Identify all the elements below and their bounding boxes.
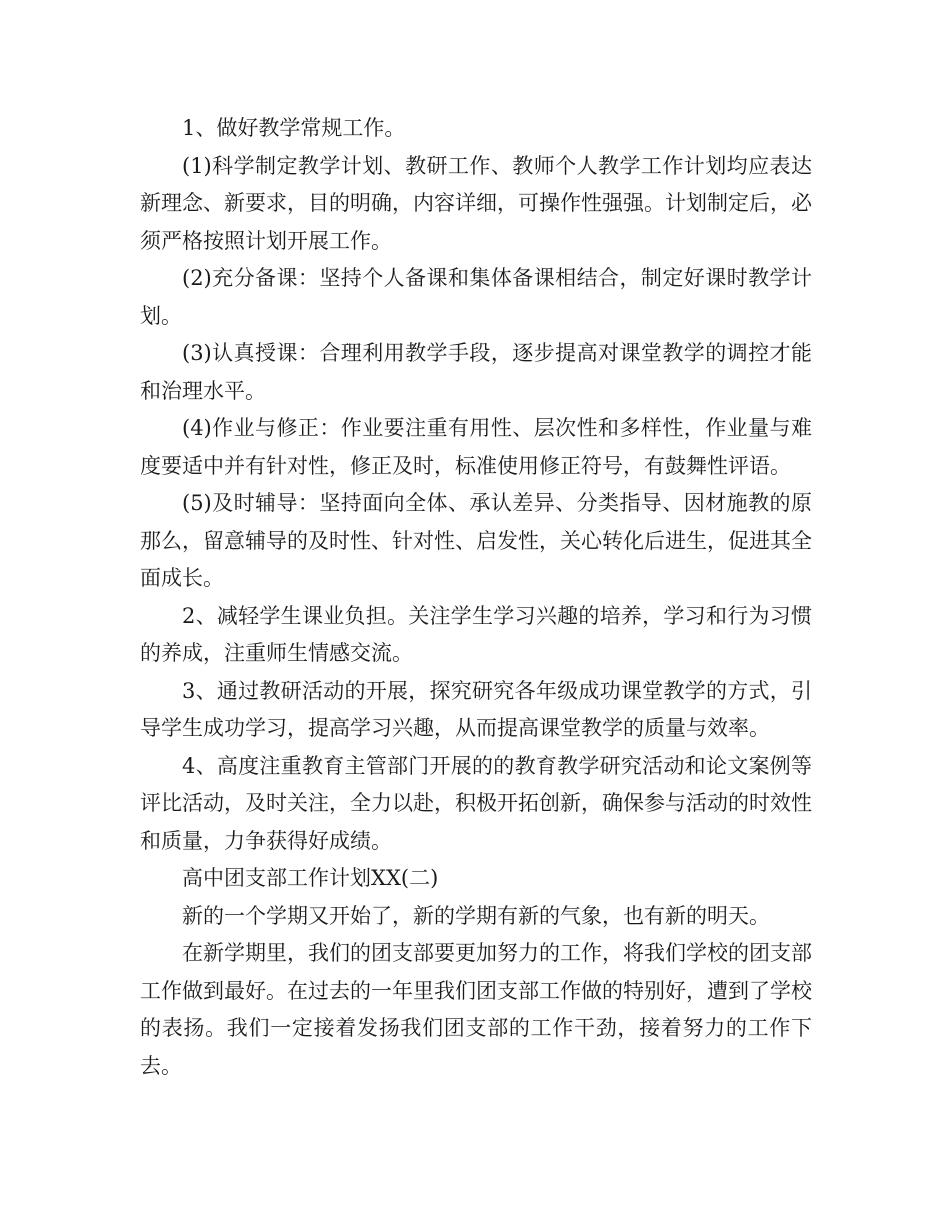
paragraph-reduce-burden: 2、减轻学生课业负担。关注学生学习兴趣的培养，学习和行为习惯的养成，注重师生情感交流。 <box>140 603 812 665</box>
paragraph-research-activities: 3、通过教研活动的开展，探究研究各年级成功课堂教学的方式，引导学生成功学习，提高学习兴趣，从而提高课堂教学的质量与效率。 <box>140 678 812 740</box>
paragraph-teaching-plan: (1)科学制定教学计划、教研工作、教师个人教学工作计划均应表达新理念、新要求，目的明确，内容详细，可操作性强强。计划制定后，必须严格按照计划开展工作。 <box>140 153 812 253</box>
paragraph-league-work: 在新学期里，我们的团支部要更加努力的工作，将我们学校的团支部工作做到最好。在过去的一年里我们团支部工作做的特别好，遭到了学校的表扬。我们一定接着发扬我们团支部的工作干劲，接着努力的工作下去。 <box>140 941 812 1078</box>
section-title: 高中团支部工作计划XX(二) <box>182 866 439 890</box>
paragraph-competitions: 4、高度注重教育主管部门开展的的教育教学研究活动和论文案例等评比活动，及时关注，全力以赴，积极开拓创新，确保参与活动的时效性和质量，力争获得好成绩。 <box>140 753 812 853</box>
paragraph-homework: (4)作业与修正：作业要注重有用性、层次性和多样性，作业量与难度要适中并有针对性，修正及时，标准使用修正符号，有鼓舞性评语。 <box>140 416 812 478</box>
paragraph-lesson-prep: (2)充分备课：坚持个人备课和集体备课相结合，制定好课时教学计划。 <box>140 266 812 328</box>
paragraph-tutoring: (5)及时辅导：坚持面向全体、承认差异、分类指导、因材施教的原那么，留意辅导的及时性、针对性、启发性，关心转化后进生，促进其全面成长。 <box>140 491 812 590</box>
paragraph-teaching-routine: 1、做好教学常规工作。 <box>182 116 406 140</box>
paragraph-teaching: (3)认真授课：合理利用教学手段，逐步提高对课堂教学的调控才能和治理水平。 <box>140 341 812 403</box>
paragraph-new-semester: 新的一个学期又开始了，新的学期有新的气象，也有新的明天。 <box>182 903 770 928</box>
document-page <box>140 110 812 1085</box>
